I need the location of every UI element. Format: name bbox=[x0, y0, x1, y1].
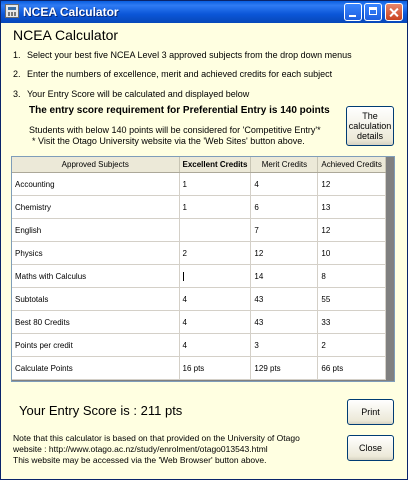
merit-cell: 43 bbox=[251, 311, 318, 334]
achieved-cell: 66 pts bbox=[318, 357, 385, 380]
maximize-button[interactable] bbox=[364, 3, 382, 21]
instruction-text: Your Entry Score will be calculated and displayed below bbox=[27, 89, 250, 99]
excellent-cell[interactable]: 1 bbox=[179, 196, 251, 219]
table-row bbox=[12, 265, 385, 288]
column-header-achieved[interactable]: Achieved Credits bbox=[318, 157, 385, 173]
excellent-cell[interactable]: 2 bbox=[179, 242, 251, 265]
page-heading: NCEA Calculator bbox=[13, 27, 119, 43]
instruction-1 bbox=[13, 50, 352, 60]
excellent-cell: 4 bbox=[179, 288, 251, 311]
merit-cell[interactable]: 4 bbox=[251, 173, 318, 196]
column-header-merit[interactable]: Merit Credits bbox=[251, 157, 318, 173]
instruction-text: Select your best five NCEA Level 3 approved subjects from the drop down menus bbox=[27, 50, 352, 60]
excellent-cell-editing[interactable] bbox=[179, 265, 251, 288]
achieved-cell[interactable]: 12 bbox=[318, 173, 385, 196]
calculator-app-icon bbox=[5, 4, 19, 18]
subject-cell[interactable]: Accounting bbox=[12, 173, 179, 196]
instruction-number: 1. bbox=[13, 50, 21, 60]
achieved-cell: 55 bbox=[318, 288, 385, 311]
table-row bbox=[12, 334, 385, 357]
requirement-text: The entry score requirement for Preferential Entry is 140 points bbox=[29, 105, 330, 116]
close-window-button[interactable] bbox=[385, 3, 403, 21]
excellent-cell: 16 pts bbox=[179, 357, 251, 380]
achieved-cell[interactable]: 10 bbox=[318, 242, 385, 265]
achieved-cell: 33 bbox=[318, 311, 385, 334]
table-row bbox=[12, 242, 385, 265]
otago-note bbox=[13, 433, 300, 466]
table-row bbox=[12, 219, 385, 242]
merit-cell[interactable]: 6 bbox=[251, 196, 318, 219]
minimize-button[interactable] bbox=[344, 3, 362, 21]
competitive-line-2: * Visit the Otago University website via the 'Web Sites' button above. bbox=[32, 136, 305, 146]
table-row bbox=[12, 288, 385, 311]
table-header-row bbox=[12, 157, 385, 173]
close-button[interactable]: Close bbox=[347, 435, 394, 461]
subject-cell[interactable]: Chemistry bbox=[12, 196, 179, 219]
column-header-subjects[interactable]: Approved Subjects bbox=[12, 157, 179, 173]
achieved-cell[interactable]: 8 bbox=[318, 265, 385, 288]
print-button[interactable]: Print bbox=[347, 399, 394, 425]
column-header-excellent[interactable]: Excellent Credits bbox=[179, 157, 251, 173]
instruction-3 bbox=[13, 89, 249, 99]
merit-cell[interactable]: 12 bbox=[251, 242, 318, 265]
excellent-cell: 4 bbox=[179, 334, 251, 357]
merit-cell: 129 pts bbox=[251, 357, 318, 380]
achieved-cell[interactable]: 12 bbox=[318, 219, 385, 242]
excellent-cell: 4 bbox=[179, 311, 251, 334]
note-line: website : http://www.otago.ac.nz/study/enrolment/otago013543.html bbox=[13, 444, 268, 454]
subject-cell[interactable]: English bbox=[12, 219, 179, 242]
instruction-number: 2. bbox=[13, 69, 21, 79]
instruction-number: 3. bbox=[13, 89, 21, 99]
note-line: Note that this calculator is based on that provided on the University of Otago bbox=[13, 433, 300, 443]
competitive-entry-text bbox=[29, 125, 321, 147]
table-row bbox=[12, 173, 385, 196]
table-row bbox=[12, 196, 385, 219]
note-line: This website may be accessed via the 'Web Browser' button above. bbox=[13, 455, 267, 465]
instruction-2 bbox=[13, 69, 332, 79]
merit-cell[interactable]: 14 bbox=[251, 265, 318, 288]
merit-cell[interactable]: 7 bbox=[251, 219, 318, 242]
excellent-cell[interactable]: 1 bbox=[179, 173, 251, 196]
instruction-text: Enter the numbers of excellence, merit and achieved credits for each subject bbox=[27, 69, 333, 79]
calculation-details-button[interactable]: The calculation details bbox=[346, 106, 394, 146]
subject-cell: Best 80 Credits bbox=[12, 311, 179, 334]
merit-cell: 43 bbox=[251, 288, 318, 311]
subject-cell[interactable]: Physics bbox=[12, 242, 179, 265]
achieved-cell[interactable]: 13 bbox=[318, 196, 385, 219]
subject-cell: Points per credit bbox=[12, 334, 179, 357]
title-bar[interactable] bbox=[1, 1, 407, 23]
merit-cell: 3 bbox=[251, 334, 318, 357]
subject-cell: Subtotals bbox=[12, 288, 179, 311]
subject-cell: Calculate Points bbox=[12, 357, 179, 380]
excellent-cell[interactable] bbox=[179, 219, 251, 242]
subject-cell[interactable]: Maths with Calculus bbox=[12, 265, 179, 288]
credits-table bbox=[12, 157, 386, 380]
table-row bbox=[12, 311, 385, 334]
table-row bbox=[12, 357, 385, 380]
competitive-line-1: Students with below 140 points will be considered for 'Competitive Entry'* bbox=[29, 125, 321, 135]
entry-score: Your Entry Score is : 211 pts bbox=[19, 403, 183, 418]
window-title: NCEA Calculator bbox=[23, 5, 119, 19]
credits-grid bbox=[11, 156, 395, 382]
text-cursor bbox=[183, 272, 184, 281]
achieved-cell: 2 bbox=[318, 334, 385, 357]
